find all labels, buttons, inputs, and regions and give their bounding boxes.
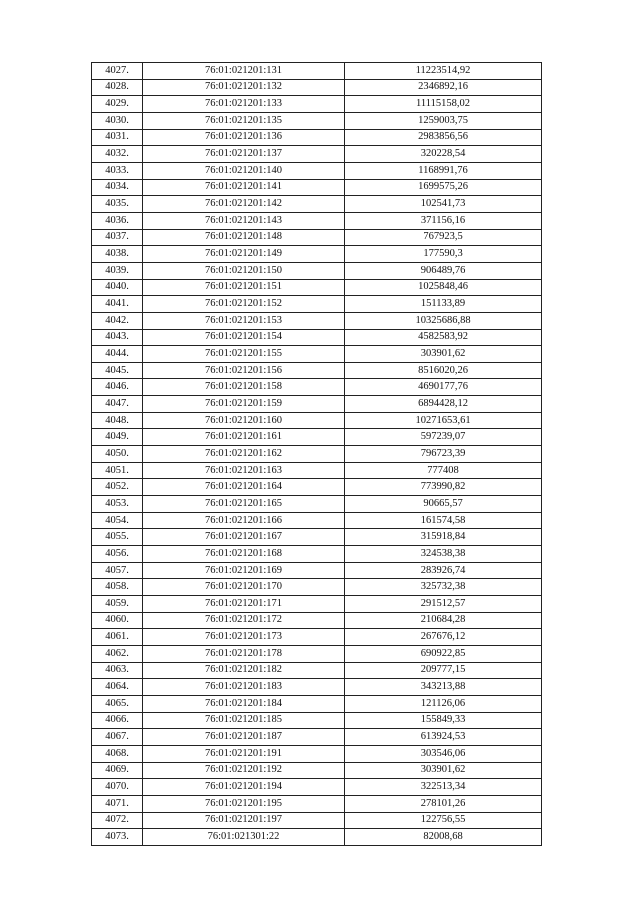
cadastral-value-cell: 613924,53 <box>345 729 542 746</box>
row-number-cell: 4048. <box>92 412 143 429</box>
cadastral-value-cell: 210684,28 <box>345 612 542 629</box>
cadastral-number-cell: 76:01:021201:195 <box>143 795 345 812</box>
row-number-cell: 4063. <box>92 662 143 679</box>
table-row <box>92 779 542 796</box>
cadastral-value-cell: 10271653,61 <box>345 412 542 429</box>
table-row <box>92 112 542 129</box>
row-number-cell: 4028. <box>92 79 143 96</box>
row-number-cell: 4057. <box>92 562 143 579</box>
row-number-cell: 4058. <box>92 579 143 596</box>
cadastral-number-cell: 76:01:021201:164 <box>143 479 345 496</box>
table-row <box>92 629 542 646</box>
row-number-cell: 4043. <box>92 329 143 346</box>
table-row <box>92 262 542 279</box>
row-number-cell: 4055. <box>92 529 143 546</box>
cadastral-number-cell: 76:01:021201:173 <box>143 629 345 646</box>
cadastral-value-cell: 278101,26 <box>345 795 542 812</box>
cadastral-value-cell: 4582583,92 <box>345 329 542 346</box>
row-number-cell: 4041. <box>92 296 143 313</box>
row-number-cell: 4037. <box>92 229 143 246</box>
cadastral-value-cell: 773990,82 <box>345 479 542 496</box>
cadastral-value-cell: 315918,84 <box>345 529 542 546</box>
row-number-cell: 4027. <box>92 63 143 80</box>
cadastral-number-cell: 76:01:021201:172 <box>143 612 345 629</box>
cadastral-number-cell: 76:01:021201:137 <box>143 146 345 163</box>
cadastral-number-cell: 76:01:021201:183 <box>143 679 345 696</box>
table-row <box>92 362 542 379</box>
row-number-cell: 4067. <box>92 729 143 746</box>
row-number-cell: 4052. <box>92 479 143 496</box>
cadastral-value-cell: 121126,06 <box>345 695 542 712</box>
table-row <box>92 546 542 563</box>
cadastral-value-cell: 1168991,76 <box>345 162 542 179</box>
cadastral-value-cell: 82008,68 <box>345 829 542 846</box>
table-row <box>92 612 542 629</box>
table-row <box>92 496 542 513</box>
table-row <box>92 312 542 329</box>
cadastral-value-cell: 2346892,16 <box>345 79 542 96</box>
cadastral-value-cell: 371156,16 <box>345 212 542 229</box>
cadastral-value-cell: 6894428,12 <box>345 396 542 413</box>
cadastral-value-cell: 777408 <box>345 462 542 479</box>
table-row <box>92 196 542 213</box>
table-row <box>92 712 542 729</box>
cadastral-value-cell: 597239,07 <box>345 429 542 446</box>
cadastral-value-cell: 11223514,92 <box>345 63 542 80</box>
table-row <box>92 462 542 479</box>
cadastral-number-cell: 76:01:021201:131 <box>143 63 345 80</box>
cadastral-number-cell: 76:01:021201:149 <box>143 246 345 263</box>
row-number-cell: 4070. <box>92 779 143 796</box>
table-body <box>92 63 542 846</box>
cadastral-value-cell: 155849,33 <box>345 712 542 729</box>
row-number-cell: 4062. <box>92 645 143 662</box>
row-number-cell: 4069. <box>92 762 143 779</box>
table-row <box>92 529 542 546</box>
cadastral-value-table <box>91 62 542 846</box>
cadastral-value-cell: 122756,55 <box>345 812 542 829</box>
table-row <box>92 695 542 712</box>
table-row <box>92 479 542 496</box>
cadastral-number-cell: 76:01:021201:192 <box>143 762 345 779</box>
table-row <box>92 129 542 146</box>
row-number-cell: 4039. <box>92 262 143 279</box>
row-number-cell: 4072. <box>92 812 143 829</box>
row-number-cell: 4065. <box>92 695 143 712</box>
cadastral-value-cell: 161574,58 <box>345 512 542 529</box>
cadastral-number-cell: 76:01:021201:154 <box>143 329 345 346</box>
cadastral-number-cell: 76:01:021201:182 <box>143 662 345 679</box>
table-row <box>92 79 542 96</box>
cadastral-value-cell: 2983856,56 <box>345 129 542 146</box>
cadastral-number-cell: 76:01:021201:140 <box>143 162 345 179</box>
cadastral-number-cell: 76:01:021201:163 <box>143 462 345 479</box>
row-number-cell: 4038. <box>92 246 143 263</box>
table-row <box>92 596 542 613</box>
row-number-cell: 4051. <box>92 462 143 479</box>
row-number-cell: 4061. <box>92 629 143 646</box>
cadastral-number-cell: 76:01:021201:136 <box>143 129 345 146</box>
cadastral-value-cell: 267676,12 <box>345 629 542 646</box>
row-number-cell: 4047. <box>92 396 143 413</box>
cadastral-number-cell: 76:01:021201:153 <box>143 312 345 329</box>
table-row <box>92 795 542 812</box>
cadastral-value-cell: 8516020,26 <box>345 362 542 379</box>
cadastral-number-cell: 76:01:021201:156 <box>143 362 345 379</box>
cadastral-value-cell: 291512,57 <box>345 596 542 613</box>
cadastral-value-cell: 10325686,88 <box>345 312 542 329</box>
table-row <box>92 396 542 413</box>
cadastral-number-cell: 76:01:021201:165 <box>143 496 345 513</box>
cadastral-number-cell: 76:01:021201:150 <box>143 262 345 279</box>
cadastral-value-cell: 4690177,76 <box>345 379 542 396</box>
table-row <box>92 662 542 679</box>
row-number-cell: 4049. <box>92 429 143 446</box>
cadastral-number-cell: 76:01:021201:152 <box>143 296 345 313</box>
row-number-cell: 4068. <box>92 745 143 762</box>
row-number-cell: 4050. <box>92 446 143 463</box>
cadastral-value-cell: 303901,62 <box>345 762 542 779</box>
cadastral-value-cell: 1259003,75 <box>345 112 542 129</box>
cadastral-value-cell: 209777,15 <box>345 662 542 679</box>
table-row <box>92 829 542 846</box>
cadastral-number-cell: 76:01:021201:160 <box>143 412 345 429</box>
cadastral-value-cell: 11115158,02 <box>345 96 542 113</box>
row-number-cell: 4033. <box>92 162 143 179</box>
cadastral-value-cell: 303546,06 <box>345 745 542 762</box>
table-row <box>92 579 542 596</box>
table-row <box>92 212 542 229</box>
table-row <box>92 512 542 529</box>
table-row <box>92 812 542 829</box>
table-row <box>92 379 542 396</box>
table-row <box>92 229 542 246</box>
table-row <box>92 146 542 163</box>
cadastral-number-cell: 76:01:021301:22 <box>143 829 345 846</box>
row-number-cell: 4032. <box>92 146 143 163</box>
cadastral-number-cell: 76:01:021201:168 <box>143 546 345 563</box>
row-number-cell: 4040. <box>92 279 143 296</box>
table-row <box>92 63 542 80</box>
cadastral-value-cell: 102541,73 <box>345 196 542 213</box>
row-number-cell: 4056. <box>92 546 143 563</box>
cadastral-number-cell: 76:01:021201:162 <box>143 446 345 463</box>
cadastral-number-cell: 76:01:021201:158 <box>143 379 345 396</box>
cadastral-number-cell: 76:01:021201:169 <box>143 562 345 579</box>
row-number-cell: 4029. <box>92 96 143 113</box>
cadastral-value-cell: 320228,54 <box>345 146 542 163</box>
table-row <box>92 679 542 696</box>
cadastral-value-cell: 303901,62 <box>345 346 542 363</box>
cadastral-value-cell: 322513,34 <box>345 779 542 796</box>
cadastral-number-cell: 76:01:021201:184 <box>143 695 345 712</box>
table-row <box>92 429 542 446</box>
cadastral-number-cell: 76:01:021201:133 <box>143 96 345 113</box>
cadastral-number-cell: 76:01:021201:148 <box>143 229 345 246</box>
table-row <box>92 329 542 346</box>
table-row <box>92 412 542 429</box>
cadastral-number-cell: 76:01:021201:191 <box>143 745 345 762</box>
table-row <box>92 346 542 363</box>
row-number-cell: 4042. <box>92 312 143 329</box>
cadastral-value-cell: 151133,89 <box>345 296 542 313</box>
table-row <box>92 179 542 196</box>
table-row <box>92 246 542 263</box>
cadastral-number-cell: 76:01:021201:166 <box>143 512 345 529</box>
cadastral-number-cell: 76:01:021201:141 <box>143 179 345 196</box>
cadastral-value-cell: 1699575,26 <box>345 179 542 196</box>
cadastral-number-cell: 76:01:021201:161 <box>143 429 345 446</box>
row-number-cell: 4044. <box>92 346 143 363</box>
table-row <box>92 296 542 313</box>
cadastral-value-cell: 690922,85 <box>345 645 542 662</box>
row-number-cell: 4064. <box>92 679 143 696</box>
row-number-cell: 4060. <box>92 612 143 629</box>
table-row <box>92 645 542 662</box>
cadastral-number-cell: 76:01:021201:143 <box>143 212 345 229</box>
row-number-cell: 4030. <box>92 112 143 129</box>
cadastral-value-cell: 906489,76 <box>345 262 542 279</box>
cadastral-value-cell: 1025848,46 <box>345 279 542 296</box>
row-number-cell: 4066. <box>92 712 143 729</box>
cadastral-number-cell: 76:01:021201:142 <box>143 196 345 213</box>
row-number-cell: 4054. <box>92 512 143 529</box>
row-number-cell: 4071. <box>92 795 143 812</box>
cadastral-number-cell: 76:01:021201:159 <box>143 396 345 413</box>
cadastral-value-cell: 343213,88 <box>345 679 542 696</box>
table-row <box>92 446 542 463</box>
row-number-cell: 4034. <box>92 179 143 196</box>
cadastral-number-cell: 76:01:021201:194 <box>143 779 345 796</box>
cadastral-number-cell: 76:01:021201:170 <box>143 579 345 596</box>
row-number-cell: 4059. <box>92 596 143 613</box>
table-row <box>92 562 542 579</box>
table-row <box>92 745 542 762</box>
row-number-cell: 4073. <box>92 829 143 846</box>
table-row <box>92 762 542 779</box>
cadastral-number-cell: 76:01:021201:185 <box>143 712 345 729</box>
cadastral-number-cell: 76:01:021201:171 <box>143 596 345 613</box>
row-number-cell: 4031. <box>92 129 143 146</box>
cadastral-value-cell: 90665,57 <box>345 496 542 513</box>
row-number-cell: 4046. <box>92 379 143 396</box>
cadastral-number-cell: 76:01:021201:155 <box>143 346 345 363</box>
cadastral-number-cell: 76:01:021201:132 <box>143 79 345 96</box>
table-row <box>92 279 542 296</box>
row-number-cell: 4036. <box>92 212 143 229</box>
row-number-cell: 4035. <box>92 196 143 213</box>
cadastral-value-cell: 796723,39 <box>345 446 542 463</box>
cadastral-number-cell: 76:01:021201:178 <box>143 645 345 662</box>
row-number-cell: 4045. <box>92 362 143 379</box>
cadastral-number-cell: 76:01:021201:135 <box>143 112 345 129</box>
cadastral-number-cell: 76:01:021201:167 <box>143 529 345 546</box>
cadastral-number-cell: 76:01:021201:187 <box>143 729 345 746</box>
cadastral-value-cell: 325732,38 <box>345 579 542 596</box>
table-row <box>92 729 542 746</box>
cadastral-value-cell: 177590,3 <box>345 246 542 263</box>
cadastral-number-cell: 76:01:021201:197 <box>143 812 345 829</box>
cadastral-value-cell: 283926,74 <box>345 562 542 579</box>
table-row <box>92 162 542 179</box>
cadastral-value-cell: 324538,38 <box>345 546 542 563</box>
table-row <box>92 96 542 113</box>
cadastral-number-cell: 76:01:021201:151 <box>143 279 345 296</box>
cadastral-value-cell: 767923,5 <box>345 229 542 246</box>
row-number-cell: 4053. <box>92 496 143 513</box>
